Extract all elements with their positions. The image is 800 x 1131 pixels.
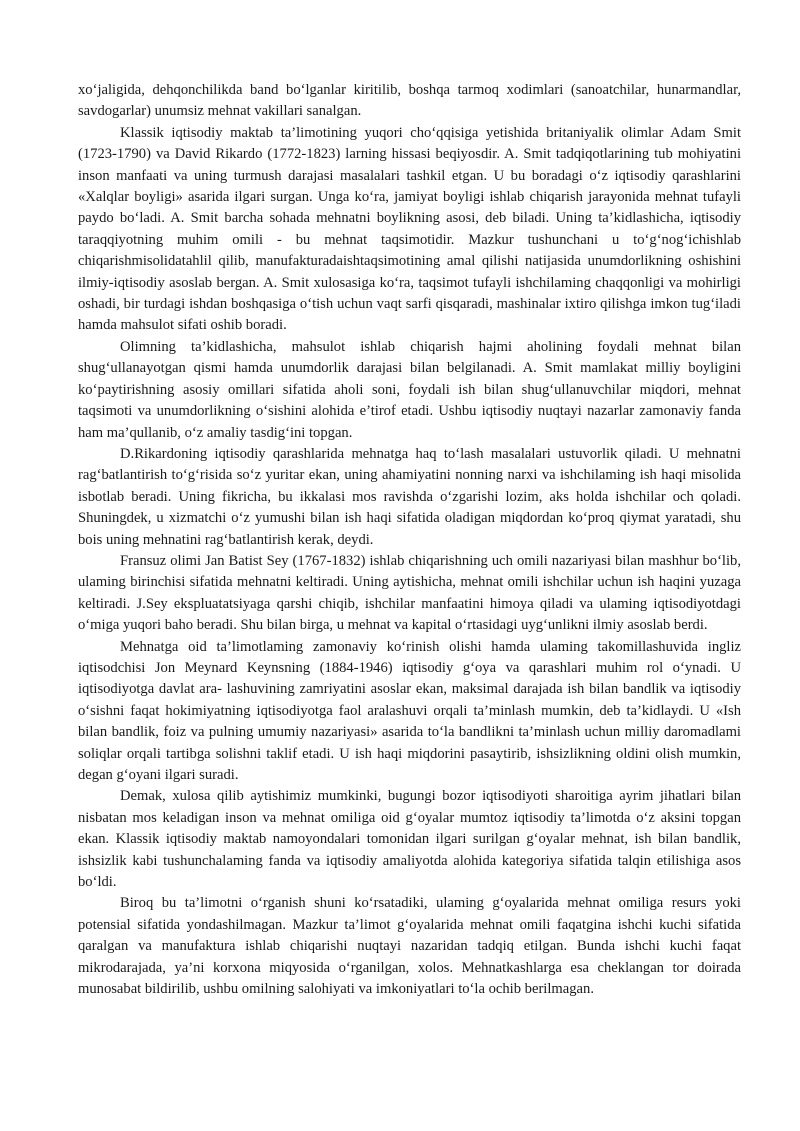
paragraph: Olimning ta’kidlashicha, mahsulot ishlab chiqarish hajmi aholining foydali mehnat bilan shug‘ullanayotgan qismi hamda unumdorlik darajasi bilan belgilanadi. A. Smit mamlakat milliy boyligini ko‘paytirishning asosiy omillari sifatida aholi soni, foydali ish bilan shug‘ullanuvchilar miqdori, mehnat taqsimoti va unumdorlikning o‘sishini alohida e’tirof etadi. Ushbu iqtisodiy nuqtayi nazarlar zamonaviy fanda ham ma’qullanib, o‘z amaliy tasdig‘ini topgan. [78, 338, 741, 441]
paragraph: Demak, xulosa qilib aytishimiz mumkinki, bugungi bozor iqtisodiyoti sharoitiga ayrim jihatlari bilan nisbatan mos keladigan inson va mehnat omiliga oid g‘oyalar mumtoz iqtisodiy ta’limotda o‘z aksini topgan ekan. Klassik iqtisodiy maktab namoyondalari tomonidan ilgari surilgan g‘oyalar mehnat, ish bilan bandlik, ishsizlik kabi tushunchalaming fanda va iqtisodiy amaliyotda alohida kategoriya sifatida talqin etilishiga asos bo‘ldi. [78, 788, 741, 891]
paragraph: Klassik iqtisodiy maktab ta’limotining yuqori cho‘qqisiga yetishida britaniyalik olimlar Adam Smit (1723-1790) va David Rikardo (1772-1823) larning hissasi beqiyosdir. A. Smit tadqiqotlarining tub mohiyatini inson manfaati va uning turmush darajasi masalalari tashkil etgan. U bu boradagi o‘z iqtisodiy qarashlarini «Xalqlar boyligi» asarida ilgari surgan. Unga ko‘ra, jamiyat boyligi ishlab chiqarish jarayonida mehnat tufayli paydo bo‘ladi. A. Smit barcha sohada mehnatni boylikning asosi, deb biladi. Uning ta’kidlashicha, iqtisodiy taraqqiyotning muhim omili - bu mehnat taqsimotidir. Mazkur tushunchani u to‘g‘nog‘ichishlab chiqarishmisolidatahlil qilib, manufakturadaishtaqsimotining amal qilishi natijasida unumdorlikning oshishini ilmiy-iqtisodiy asoslab bergan. A. Smit xulosasiga ko‘ra, taqsimot tufayli ishchilaming chaqqonligi va mohirligi oshadi, bir turdagi ishdan boshqasiga o‘tish uchun vaqt sarfi qisqaradi, mashinalar ixtiro qilishga imkon tug‘iladi hamda mahsulot sifati oshib boradi. [78, 124, 741, 334]
paragraph: xo‘jaligida, dehqonchilikda band bo‘lganlar kiritilib, boshqa tarmoq xodimlari (sanoatchilar, hunarmandlar, savdogarlar) unumsiz mehnat vakillari sanalgan. [78, 82, 741, 120]
paragraph: Mehnatga oid ta’limotlaming zamonaviy ko‘rinish olishi hamda ulaming takomillashuvida ingliz iqtisodchisi Jon Meynard Keynsning (1884-1946) iqtisodiy g‘oya va qarashlari muhim rol o‘ynadi. U iqtisodiyotga davlat ara- lashuvining zamriyatini asoslar ekan, maksimal darajada ish bilan bandlik va iqtisodiy o‘sishni faqat hokimiyatning iqtisodiyotga faol aralashuvi orqali ta’minlash mumkin, deb ta’kidlaydi. U «Ish bilan bandlik, foiz va pulning umumiy nazariyasi» asarida to‘la bandlikni ta’minlash uchun milliy daromadlami soliqlar orqali tartibga solishni taklif etadi. U ish haqi miqdorini pasaytirib, ishsizlikning oldini olish mumkin, degan g‘oyani ilgari suradi. [78, 638, 741, 783]
paragraph: D.Rikardoning iqtisodiy qarashlarida mehnatga haq to‘lash masalalari ustuvorlik qiladi. U mehnatni rag‘batlantirish to‘g‘risida so‘z yuritar ekan, uning ahamiyatini nonning narxi va ishchilaming ish haqi misolida isbotlab beradi. Uning fikricha, bu ikkalasi mos ravishda o‘zgarishi lozim, aks holda ishchilar och qoladi. Shuningdek, u xizmatchi o‘z yumushi bilan ish haqi sifatida oladigan miqdordan ko‘proq qiymat yaratadi, shu bois uning mehnatini rag‘batlantirish kerak, deydi. [78, 445, 741, 548]
paragraph: Fransuz olimi Jan Batist Sey (1767-1832) ishlab chiqarishning uch omili nazariyasi bilan mashhur bo‘lib, ulaming birinchisi sifatida mehnatni keltiradi. Uning aytishicha, mehnat omili ishchilar uchun ish haqini yuzaga keltiradi. J.Sey ekspluatatsiyaga qarshi chiqib, ishchilar manfaatini himoya qiladi va ulaming iqtisodiyotdagi o‘miga yuqori baho beradi. Shu bilan birga, u mehnat va kapital o‘rtasidagi uyg‘unlikni ilmiy asoslab berdi. [78, 552, 741, 634]
paragraph: Biroq bu ta’limotni o‘rganish shuni ko‘rsatadiki, ulaming g‘oyalarida mehnat omiliga resurs yoki potensial sifatida yondashilmagan. Mazkur ta’limot g‘oyalarida mehnat omili faqatgina ishchi kuchi sifatida qaralgan va manufaktura ishlab chiqarishi nuqtayi nazaridan tadqiq etilgan. Bunda ishchi kuchi faqat mikrodarajada, ya’ni korxona miqyosida o‘rganilgan, xolos. Mehnatkashlarga esa cheklangan tor doirada munosabat bildirilib, ushbu omilning salohiyati va imkoniyatlari to‘la ochib berilmagan. [78, 895, 741, 998]
document-page [78, 80, 741, 1000]
